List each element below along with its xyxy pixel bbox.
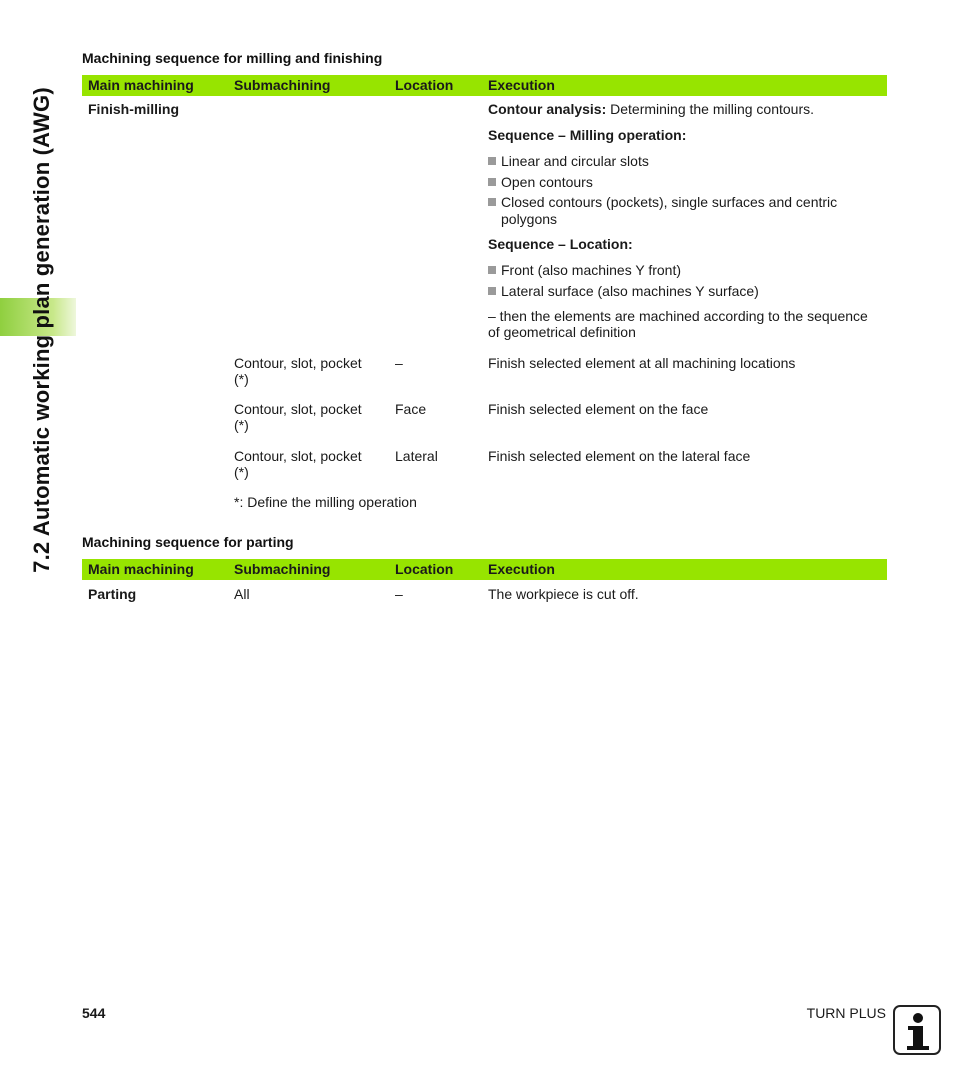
list-item: Front (also machines Y front) bbox=[488, 262, 681, 279]
submachining-cell: Contour, slot, pocket bbox=[234, 401, 362, 417]
contour-analysis bbox=[488, 101, 814, 118]
location-cell: Lateral bbox=[395, 448, 438, 464]
then-text-line2: of geometrical definition bbox=[488, 324, 636, 340]
contour-analysis-label: Contour analysis: bbox=[488, 101, 607, 117]
header-main-machining: Main machining bbox=[88, 561, 194, 577]
square-bullet-icon bbox=[488, 198, 496, 206]
main-machining-cell: Finish-milling bbox=[88, 101, 179, 117]
list-item: Open contours bbox=[488, 174, 593, 191]
section-title-parting: Machining sequence for parting bbox=[82, 534, 294, 550]
page-number: 544 bbox=[82, 1005, 106, 1021]
submachining-cell-cont: (*) bbox=[234, 371, 249, 387]
sequence-location-label: Sequence – Location: bbox=[488, 236, 633, 252]
contour-analysis-text: Determining the milling contours. bbox=[606, 101, 815, 117]
list-item: Lateral surface (also machines Y surface) bbox=[488, 283, 759, 300]
location-cell: Face bbox=[395, 401, 427, 417]
location-cell: – bbox=[395, 355, 403, 371]
footer-label: TURN PLUS bbox=[806, 1005, 886, 1021]
header-execution: Execution bbox=[488, 561, 555, 577]
submachining-cell: Contour, slot, pocket bbox=[234, 355, 362, 371]
header-location: Location bbox=[395, 561, 454, 577]
execution-cell: Finish selected element on the face bbox=[488, 401, 709, 417]
square-bullet-icon bbox=[488, 287, 496, 295]
table-header-parting bbox=[82, 559, 887, 580]
list-item-continuation: polygons bbox=[501, 211, 558, 227]
submachining-cell: All bbox=[234, 586, 250, 602]
square-bullet-icon bbox=[488, 178, 496, 186]
submachining-cell: Contour, slot, pocket bbox=[234, 448, 362, 464]
header-submachining: Submachining bbox=[234, 77, 331, 93]
chapter-title: 7.2 Automatic working plan generation (AWG) bbox=[29, 87, 54, 573]
execution-cell: Finish selected element on the lateral face bbox=[488, 448, 751, 464]
table-header-milling bbox=[82, 75, 887, 96]
sequence-milling-label: Sequence – Milling operation: bbox=[488, 127, 687, 143]
execution-cell: The workpiece is cut off. bbox=[488, 586, 639, 602]
location-cell: – bbox=[395, 586, 403, 602]
section-title-milling: Machining sequence for milling and finishing bbox=[82, 50, 383, 66]
submachining-cell-cont: (*) bbox=[234, 417, 249, 433]
header-location: Location bbox=[395, 77, 454, 93]
square-bullet-icon bbox=[488, 266, 496, 274]
then-text-line1: – then the elements are machined according to the sequence bbox=[488, 308, 868, 324]
main-machining-cell: Parting bbox=[88, 586, 137, 602]
header-execution: Execution bbox=[488, 77, 555, 93]
header-main-machining: Main machining bbox=[88, 77, 194, 93]
square-bullet-icon bbox=[488, 157, 496, 165]
list-item: Closed contours (pockets), single surfaces and centric bbox=[488, 194, 837, 211]
execution-cell: Finish selected element at all machining locations bbox=[488, 355, 796, 371]
header-submachining: Submachining bbox=[234, 561, 331, 577]
info-icon bbox=[893, 1005, 941, 1055]
list-item: Linear and circular slots bbox=[488, 153, 649, 170]
submachining-cell-cont: (*) bbox=[234, 464, 249, 480]
footnote: *: Define the milling operation bbox=[234, 494, 417, 510]
